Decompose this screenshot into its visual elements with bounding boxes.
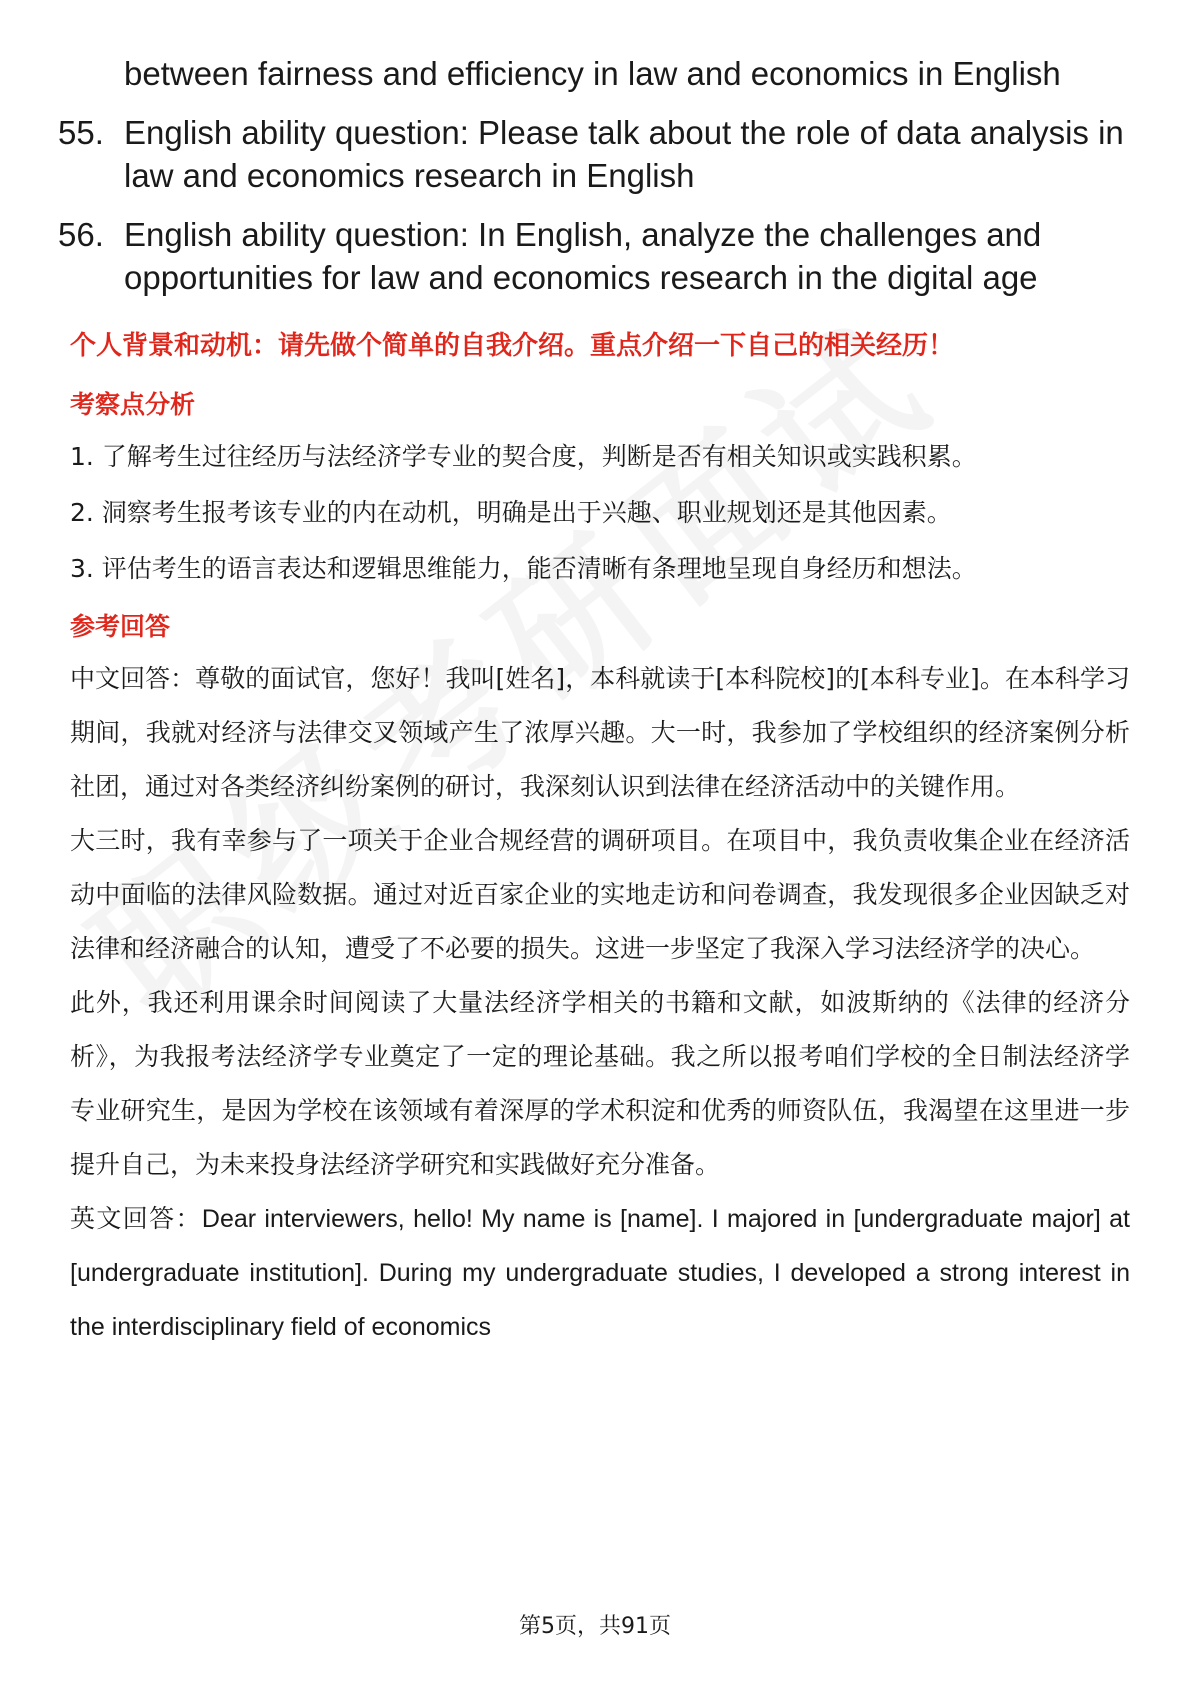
chinese-answer-text: 尊敬的面试官，您好！我叫[姓名]，本科就读于[本科院校]的[本科专业]。在本科学习期间，我就对经济与法律交叉领域产生了浓厚兴趣。大一时，我参加了学校组织的经济案例分析社团，通过对各类经济纠纷案例的研讨，我深刻认识到法律在经济活动中的关键作用。 [70, 664, 1130, 801]
chinese-answer-paragraph: 大三时，我有幸参与了一项关于企业合规经营的调研项目。在项目中，我负责收集企业在经济活动中面临的法律风险数据。通过对近百家企业的实地走访和问卷调查，我发现很多企业因缺乏对法律和经济融合的认知，遭受了不必要的损失。这进一步坚定了我深入学习法经济学的决心。 [70, 826, 1130, 963]
section-title: 个人背景和动机：请先做个简单的自我介绍。重点介绍一下自己的相关经历！ [70, 331, 955, 361]
english-answer-text: Dear interviewers, hello! My name is [name]. I majored in [undergraduate major] at [undergraduate institution]. During my undergraduate studies, I developed a strong interest in the interdisciplinary field of economics [70, 1205, 1130, 1341]
question-number [58, 52, 124, 95]
english-answer-paragraph [70, 1192, 1130, 1354]
question-text: English ability question: Please talk about the role of data analysis in law and economics research in English [124, 114, 1124, 194]
page-footer: 第5页，共91页 [519, 1614, 671, 1639]
analysis-point: 3. 评估考生的语言表达和逻辑思维能力，能否清晰有条理地呈现自身经历和想法。 [70, 554, 977, 583]
question-item [58, 213, 1138, 299]
section-content [70, 328, 1130, 1354]
analysis-point: 2. 洞察考生报考该专业的内在动机，明确是出于兴趣、职业规划还是其他因素。 [70, 498, 952, 527]
analysis-point: 1. 了解考生过往经历与法经济学专业的契合度，判断是否有相关知识或实践积累。 [70, 442, 977, 471]
analysis-title: 考察点分析 [70, 390, 196, 419]
question-list [58, 52, 1138, 315]
chinese-answer-label: 中文回答： [70, 664, 196, 693]
question-text: between fairness and efficiency in law and economics in English [124, 55, 1061, 92]
question-text: English ability question: In English, analyze the challenges and opportunities for law and economics research in the digital age [124, 216, 1042, 296]
reference-title: 参考回答 [70, 612, 171, 641]
question-number: 56. [58, 216, 104, 253]
question-number: 55. [58, 114, 104, 151]
chinese-answer-paragraph: 此外，我还利用课余时间阅读了大量法经济学相关的书籍和文献，如波斯纳的《法律的经济分析》，为我报考法经济学专业奠定了一定的理论基础。我之所以报考咱们学校的全日制法经济学专业研究生，是因为学校在该领域有着深厚的学术积淀和优秀的师资队伍，我渴望在这里进一步提升自己，为未来投身法经济学研究和实践做好充分准备。 [70, 988, 1130, 1179]
question-item [58, 111, 1138, 197]
english-answer-label: 英文回答： [70, 1204, 202, 1233]
question-item [58, 52, 1138, 95]
chinese-answer-paragraph [70, 652, 1130, 814]
